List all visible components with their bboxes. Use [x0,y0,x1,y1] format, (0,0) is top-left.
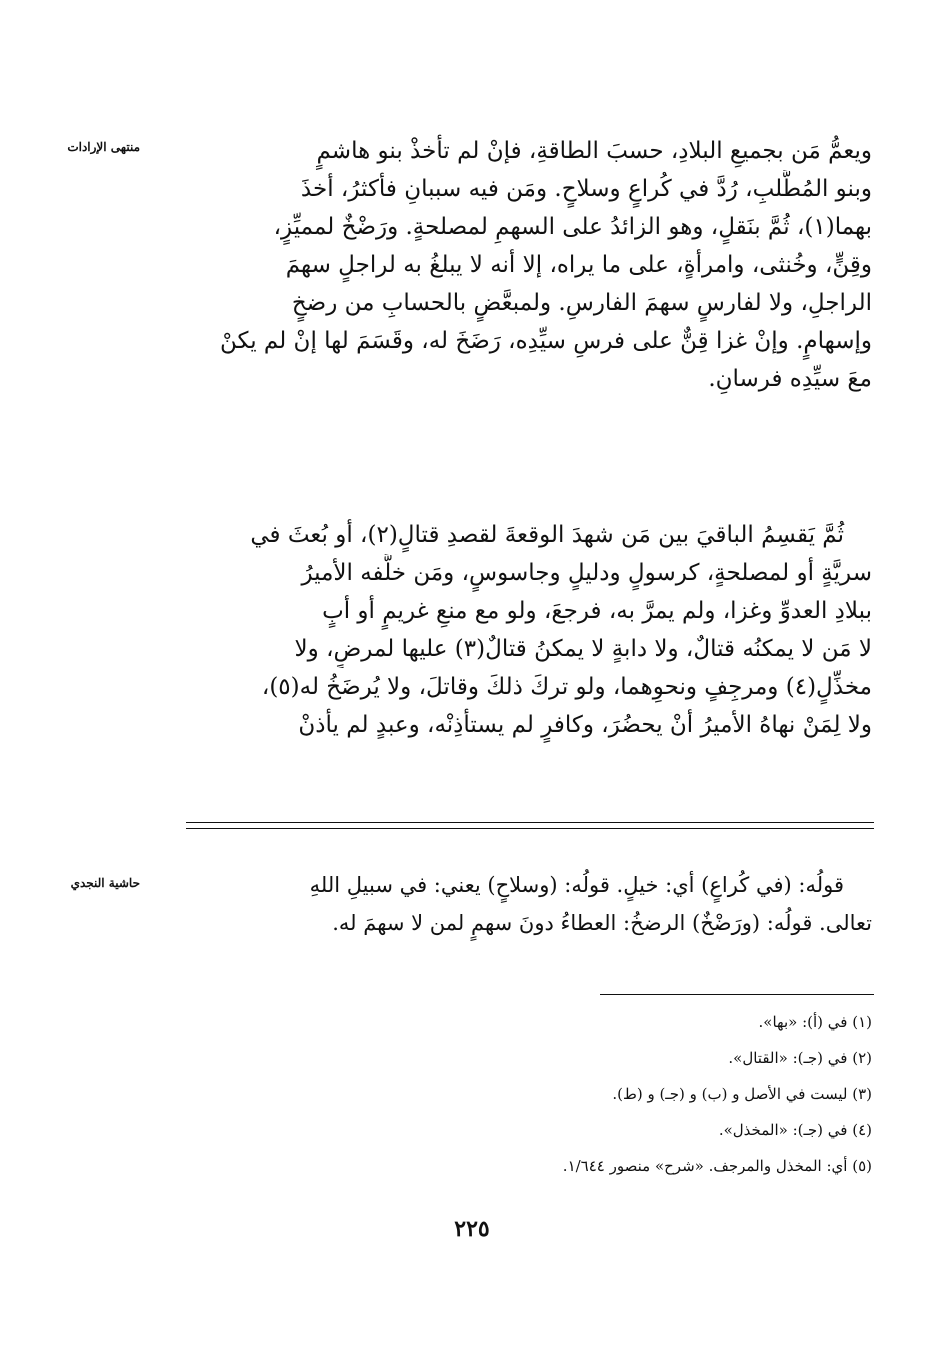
footnotes [300,1004,872,1184]
side-label-commentary: حاشية النجدي [70,876,140,890]
main-line: ببلادِ العدوِّ وغزا، ولم يمرَّ به، فرجعَ، ولو مع منعِ غريمٍ أو أبٍ [322,598,872,624]
footnote-rule [600,994,874,995]
main-line: وبنو المُطَّلبِ، رُدَّ في كُراعٍ وسلاحٍ. ومَن فيه سببانِ فأكثرُ، أخذَ [300,176,872,202]
commentary-line: قولُه: (في كُراعٍ) أي: خيلٍ. قولُه: (وسلاحٍ) يعني: في سبيلِ اللهِ [309,873,844,897]
main-line: ثُمَّ يَقسِمُ الباقيَ بين مَن شهدَ الوقعةَ لقصدِ قتالٍ(٢)، أو بُعثَ في [250,522,844,548]
main-line: سريَّةٍ أو لمصلحةٍ، كرسولٍ ودليلٍ وجاسوسٍ، ومَن خلَّفه الأميرُ [301,560,872,586]
commentary-line: تعالى. قولُه: (ورَضْخٌ) الرضخُ: العطاءُ دونَ سهمٍ لمن لا سهمَ له. [332,911,872,935]
main-line: لا مَن لا يمكنُه قتالٌ، ولا دابةٍ لا يمكنُ قتالٌ(٣) عليها لمرضٍ، ولا [294,636,872,662]
main-line: وإسهامٍ. وإنْ غزا قِنٌّ على فرسِ سيِّدِه، رَضَخَ له، وقَسَمَ لها إنْ لم يكنْ [220,328,872,354]
side-label-main: منتهى الإرادات [67,140,140,154]
footnote: (٤) في (جـ): «المخذل». [718,1121,872,1139]
main-line: وقِنٍّ، وخُنثى، وامرأةٍ، على ما يراه، إلا أنه لا يبلغُ به لراجلٍ سهمَ [285,252,872,278]
footnote: (٣) ليست في الأصل و (ب) و (جـ) و (ط). [612,1085,872,1103]
main-text-block [160,132,872,398]
footnote: (١) في (أ): «بها». [758,1013,872,1031]
main-line: الراجلِ، ولا لفارسٍ سهمَ الفارسِ. ولمبعَّضٍ بالحسابِ من رضخٍ [291,290,872,316]
main-line: ويعمُّ مَن بجميعِ البلادِ، حسبَ الطاقةِ، فإنْ لم تأخذْ بنو هاشمٍ [316,138,872,164]
commentary-block [160,866,872,942]
footnote: (٥) أي: المخذل والمرجف. «شرح» منصور ١/٦٤٤. [562,1157,872,1175]
section-divider [186,822,874,829]
page-number: ٢٢٥ [454,1216,490,1242]
main-text-block-2 [160,516,872,744]
main-line: معَ سيِّدِه فرسانِ. [708,366,872,392]
main-line: ولا لِمَنْ نهاهُ الأميرُ أنْ يحضُرَ، وكافرٍ لم يستأذِنْه، وعبدٍ لم يأذنْ [298,712,872,738]
footnote: (٢) في (جـ): «القتال». [728,1049,872,1067]
main-line: بهما(١)، ثُمَّ بنَقلٍ، وهو الزائدُ على السهمِ لمصلحةٍ. ورَضْخٌ لمميِّزٍ، [273,214,872,240]
main-line: مخذِّلٍ(٤) ومرجِفٍ ونحوِهما، ولو تركَ ذلكَ وقاتلَ، ولا يُرضَخُ له(٥)، [261,674,872,700]
